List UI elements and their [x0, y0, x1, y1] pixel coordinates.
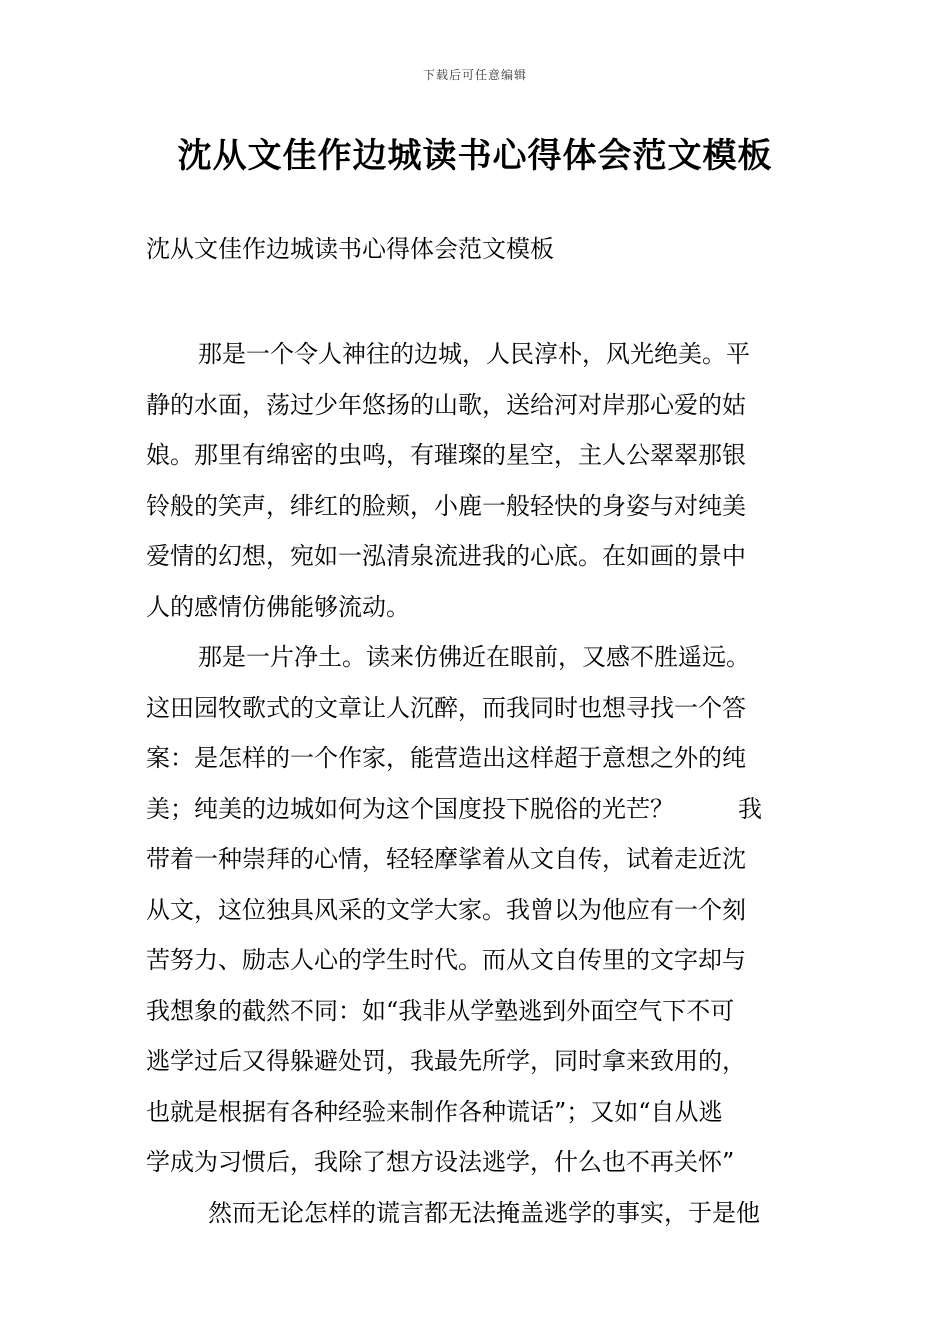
paragraph-line: 案：是怎样的一个作家，能营造出这样超于意想之外的纯 [146, 744, 746, 772]
paragraph-line: 那是一片净土。读来仿佛近在眼前，又感不胜遥远。 [198, 643, 750, 671]
paragraph-line: 也就是根据有各种经验来制作各种谎话”；又如“自从逃 [146, 1097, 723, 1126]
paragraph-line: 爱情的幻想，宛如一泓清泉流进我的心底。在如画的景中 [146, 542, 746, 570]
paragraph-line: 静的水面，荡过少年悠扬的山歌，送给河对岸那心爱的姑 [146, 390, 746, 419]
paragraph-line-text: 美；纯美的边城如何为这个国度投下脱俗的光芒？ [146, 794, 674, 823]
paragraph-line: 我想象的截然不同：如“我非从学塾逃到外面空气下不可 [146, 996, 735, 1025]
header-note: 下载后可任意编辑 [422, 68, 527, 82]
paragraph-line-text: 我 [738, 794, 762, 823]
paragraph-line: 铃般的笑声，绯红的脸颊，小鹿一般轻快的身姿与对纯美 [146, 491, 746, 520]
paragraph-line: 人的感情仿佛能够流动。 [146, 592, 410, 621]
paragraph-line: 从文，这位独具风采的文学大家。我曾以为他应有一个刻 [146, 895, 746, 924]
paragraph-line: 这田园牧歌式的文章让人沉醉，而我同时也想寻找一个答 [146, 693, 746, 722]
body-text [146, 329, 806, 1238]
paragraph-line: 然而无论怎样的谎言都无法掩盖逃学的事实，于是他 [208, 1198, 760, 1227]
document-subtitle: 沈从文佳作边城读书心得体会范文模板 [146, 235, 554, 263]
paragraph-line: 那是一个令人神往的边城，人民淳朴，风光绝美。平 [198, 340, 750, 368]
paragraph-line: 娘。那里有绵密的虫鸣，有璀璨的星空，主人公翠翠那银 [146, 441, 746, 469]
paragraph-line: 苦努力、励志人心的学生时代。而从文自传里的文字却与 [146, 946, 746, 974]
document-title: 沈从文佳作边城读书心得体会范文模板 [177, 136, 773, 176]
paragraph-line: 学成为习惯后，我除了想方设法逃学，什么也不再关怀” [146, 1148, 735, 1176]
paragraph-line: 带着一种崇拜的心情，轻轻摩挲着从文自传，试着走近沈 [146, 845, 746, 873]
paragraph-line [146, 784, 806, 835]
paragraph-line: 逃学过后又得躲避处罚，我最先所学，同时拿来致用的， [146, 1047, 746, 1075]
